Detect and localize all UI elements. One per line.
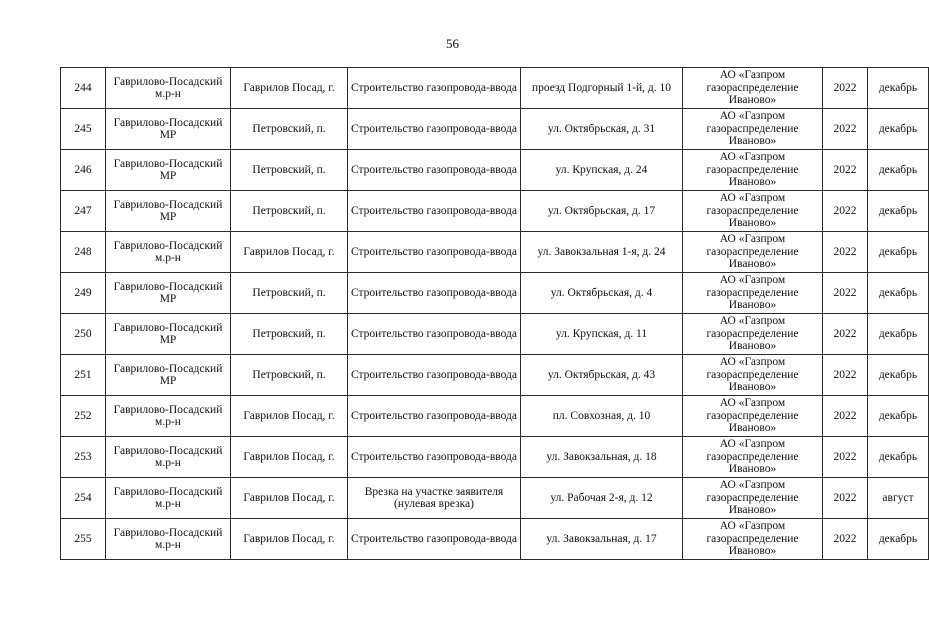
address-cell: ул. Завокзальная, д. 18 — [521, 437, 683, 478]
table-row — [61, 232, 929, 273]
year-cell: 2022 — [823, 519, 868, 560]
row-number-cell: 251 — [61, 355, 106, 396]
month-cell: декабрь — [868, 519, 929, 560]
year-cell: 2022 — [823, 273, 868, 314]
district-cell: Гаврилово-Посадский м.р-н — [106, 68, 231, 109]
year-cell: 2022 — [823, 478, 868, 519]
year-cell: 2022 — [823, 396, 868, 437]
settlement-cell: Петровский, п. — [231, 355, 348, 396]
year-cell: 2022 — [823, 437, 868, 478]
settlement-cell: Петровский, п. — [231, 273, 348, 314]
page-number: 56 — [446, 36, 459, 51]
district-cell: Гаврилово-Посадский МР — [106, 273, 231, 314]
table-row — [61, 519, 929, 560]
month-cell: декабрь — [868, 109, 929, 150]
district-cell: Гаврилово-Посадский МР — [106, 355, 231, 396]
organization-cell: АО «Газпром газораспределение Иваново» — [683, 314, 823, 355]
address-cell: ул. Октябрьская, д. 43 — [521, 355, 683, 396]
work-type-cell: Строительство газопровода-ввода — [348, 355, 521, 396]
month-cell: декабрь — [868, 396, 929, 437]
district-cell: Гаврилово-Посадский МР — [106, 150, 231, 191]
settlement-cell: Гаврилов Посад, г. — [231, 519, 348, 560]
year-cell: 2022 — [823, 232, 868, 273]
month-cell: декабрь — [868, 232, 929, 273]
table-row — [61, 109, 929, 150]
settlement-cell: Гаврилов Посад, г. — [231, 68, 348, 109]
table-row — [61, 68, 929, 109]
district-cell: Гаврилово-Посадский МР — [106, 191, 231, 232]
organization-cell: АО «Газпром газораспределение Иваново» — [683, 355, 823, 396]
district-cell: Гаврилово-Посадский м.р-н — [106, 519, 231, 560]
work-type-cell: Врезка на участке заявителя (нулевая врезка) — [348, 478, 521, 519]
district-cell: Гаврилово-Посадский м.р-н — [106, 232, 231, 273]
address-cell: ул. Завокзальная 1-я, д. 24 — [521, 232, 683, 273]
row-number-cell: 245 — [61, 109, 106, 150]
organization-cell: АО «Газпром газораспределение Иваново» — [683, 109, 823, 150]
settlement-cell: Гаврилов Посад, г. — [231, 437, 348, 478]
organization-cell: АО «Газпром газораспределение Иваново» — [683, 150, 823, 191]
row-number-cell: 255 — [61, 519, 106, 560]
work-type-cell: Строительство газопровода-ввода — [348, 519, 521, 560]
settlement-cell: Гаврилов Посад, г. — [231, 396, 348, 437]
year-cell: 2022 — [823, 150, 868, 191]
settlement-cell: Петровский, п. — [231, 191, 348, 232]
settlement-cell: Гаврилов Посад, г. — [231, 232, 348, 273]
work-type-cell: Строительство газопровода-ввода — [348, 150, 521, 191]
settlement-cell: Гаврилов Посад, г. — [231, 478, 348, 519]
table-row — [61, 396, 929, 437]
work-type-cell: Строительство газопровода-ввода — [348, 273, 521, 314]
row-number-cell: 250 — [61, 314, 106, 355]
row-number-cell: 249 — [61, 273, 106, 314]
work-type-cell: Строительство газопровода-ввода — [348, 437, 521, 478]
district-cell: Гаврилово-Посадский м.р-н — [106, 478, 231, 519]
row-number-cell: 254 — [61, 478, 106, 519]
organization-cell: АО «Газпром газораспределение Иваново» — [683, 68, 823, 109]
address-cell: ул. Октябрьская, д. 31 — [521, 109, 683, 150]
month-cell: декабрь — [868, 191, 929, 232]
row-number-cell: 248 — [61, 232, 106, 273]
gas-pipeline-registry-table — [60, 67, 929, 560]
month-cell: декабрь — [868, 68, 929, 109]
year-cell: 2022 — [823, 191, 868, 232]
table-row — [61, 273, 929, 314]
address-cell: ул. Крупская, д. 11 — [521, 314, 683, 355]
month-cell: декабрь — [868, 355, 929, 396]
work-type-cell: Строительство газопровода-ввода — [348, 191, 521, 232]
table-row — [61, 314, 929, 355]
month-cell: август — [868, 478, 929, 519]
year-cell: 2022 — [823, 68, 868, 109]
work-type-cell: Строительство газопровода-ввода — [348, 396, 521, 437]
address-cell: проезд Подгорный 1-й, д. 10 — [521, 68, 683, 109]
address-cell: ул. Октябрьская, д. 17 — [521, 191, 683, 232]
work-type-cell: Строительство газопровода-ввода — [348, 109, 521, 150]
row-number-cell: 244 — [61, 68, 106, 109]
year-cell: 2022 — [823, 314, 868, 355]
month-cell: декабрь — [868, 273, 929, 314]
address-cell: пл. Совхозная, д. 10 — [521, 396, 683, 437]
district-cell: Гаврилово-Посадский МР — [106, 314, 231, 355]
settlement-cell: Петровский, п. — [231, 314, 348, 355]
district-cell: Гаврилово-Посадский м.р-н — [106, 396, 231, 437]
row-number-cell: 252 — [61, 396, 106, 437]
organization-cell: АО «Газпром газораспределение Иваново» — [683, 232, 823, 273]
table-row — [61, 355, 929, 396]
organization-cell: АО «Газпром газораспределение Иваново» — [683, 478, 823, 519]
organization-cell: АО «Газпром газораспределение Иваново» — [683, 273, 823, 314]
row-number-cell: 247 — [61, 191, 106, 232]
organization-cell: АО «Газпром газораспределение Иваново» — [683, 437, 823, 478]
organization-cell: АО «Газпром газораспределение Иваново» — [683, 396, 823, 437]
year-cell: 2022 — [823, 355, 868, 396]
work-type-cell: Строительство газопровода-ввода — [348, 314, 521, 355]
address-cell: ул. Завокзальная, д. 17 — [521, 519, 683, 560]
month-cell: декабрь — [868, 314, 929, 355]
address-cell: ул. Крупская, д. 24 — [521, 150, 683, 191]
row-number-cell: 246 — [61, 150, 106, 191]
address-cell: ул. Октябрьская, д. 4 — [521, 273, 683, 314]
year-cell: 2022 — [823, 109, 868, 150]
table-row — [61, 150, 929, 191]
row-number-cell: 253 — [61, 437, 106, 478]
organization-cell: АО «Газпром газораспределение Иваново» — [683, 191, 823, 232]
table-row — [61, 191, 929, 232]
settlement-cell: Петровский, п. — [231, 109, 348, 150]
settlement-cell: Петровский, п. — [231, 150, 348, 191]
organization-cell: АО «Газпром газораспределение Иваново» — [683, 519, 823, 560]
month-cell: декабрь — [868, 437, 929, 478]
address-cell: ул. Рабочая 2-я, д. 12 — [521, 478, 683, 519]
district-cell: Гаврилово-Посадский м.р-н — [106, 437, 231, 478]
district-cell: Гаврилово-Посадский МР — [106, 109, 231, 150]
table-row — [61, 478, 929, 519]
month-cell: декабрь — [868, 150, 929, 191]
work-type-cell: Строительство газопровода-ввода — [348, 68, 521, 109]
work-type-cell: Строительство газопровода-ввода — [348, 232, 521, 273]
table-row — [61, 437, 929, 478]
